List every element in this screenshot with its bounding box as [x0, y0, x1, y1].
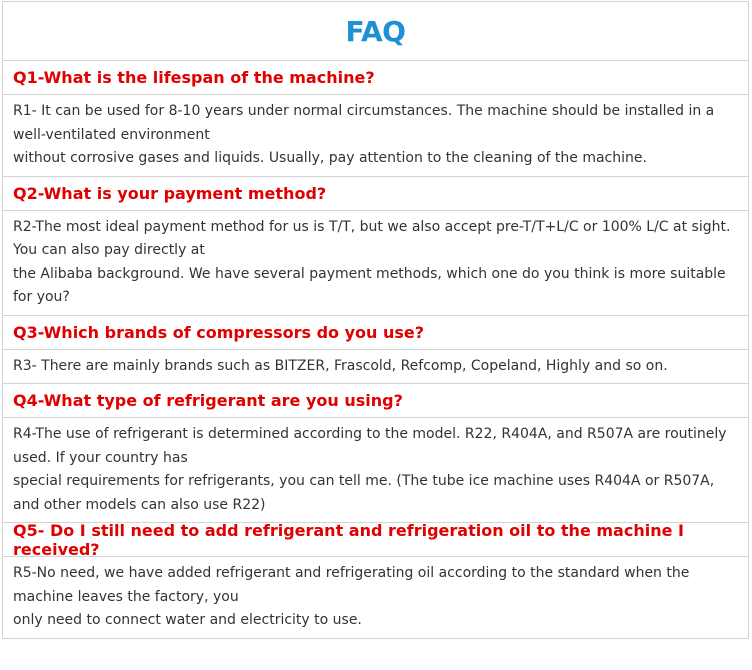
faq-answer-2-line-2: You can also pay directly at — [13, 242, 205, 258]
faq-answer-1-line-2: well-ventilated environment — [13, 126, 210, 143]
faq-question-row-4 — [3, 384, 748, 418]
faq-answer-row-5 — [3, 557, 748, 638]
faq-answer-2-line-4: for you? — [13, 289, 70, 305]
faq-question-row-3 — [3, 316, 748, 350]
faq-answer-row-4 — [3, 418, 748, 523]
faq-header — [3, 2, 748, 61]
faq-question-row-1 — [3, 61, 748, 95]
faq-answer-row-2 — [3, 211, 748, 316]
faq-answer-1-line-1: R1- It can be used for 8-10 years under normal circumstances. The machine should be installed in a — [13, 103, 715, 119]
faq-answer-row-1 — [3, 95, 748, 177]
faq-question-4: Q4-What type of refrigerant are you using? — [13, 391, 403, 410]
faq-answer-3-line-1: R3- There are mainly brands such as BITZER, Frascold, Refcomp, Copeland, Highly and so on. — [13, 357, 668, 374]
faq-answer-2-line-3: the Alibaba background. We have several payment methods, which one do you think is more suitable — [13, 265, 726, 282]
faq-answer-5-line-2: machine leaves the factory, you — [13, 588, 239, 605]
faq-answer-row-3 — [3, 350, 748, 385]
faq-question-2: Q2-What is your payment method? — [13, 183, 327, 203]
faq-question-5: Q5- Do I still need to add refrigerant and refrigeration oil to the machine I received? — [13, 520, 684, 559]
faq-answer-4-line-2: used. If your country has — [13, 449, 188, 466]
faq-answer-5-line-1: R5-No need, we have added refrigerant and refrigerating oil according to the standard when the — [13, 565, 690, 581]
faq-question-1: Q1-What is the lifespan of the machine? — [13, 68, 375, 87]
page-title: FAQ — [345, 14, 406, 48]
faq-answer-5-line-3: only need to connect water and electricity to use. — [13, 612, 362, 628]
faq-answer-2-line-1: R2-The most ideal payment method for us is T/T, but we also accept pre-T/T+L/C or 100% L/C at sight. — [13, 218, 731, 235]
faq-answer-4-line-4: and other models can also use R22) — [13, 496, 266, 513]
faq-answer-4-line-3: special requirements for refrigerants, you can tell me. (The tube ice machine uses R404A or R507A, — [13, 473, 715, 489]
faq-answer-4-line-1: R4-The use of refrigerant is determined according to the model. R22, R404A, and R507A are routinely — [13, 426, 727, 442]
faq-answer-1-line-3: without corrosive gases and liquids. Usually, pay attention to the cleaning of the machine. — [13, 150, 647, 166]
faq-question-row-5 — [3, 520, 748, 559]
faq-question-row-2 — [3, 177, 748, 211]
faq-table — [2, 1, 749, 639]
faq-question-3: Q3-Which brands of compressors do you use? — [13, 322, 425, 342]
